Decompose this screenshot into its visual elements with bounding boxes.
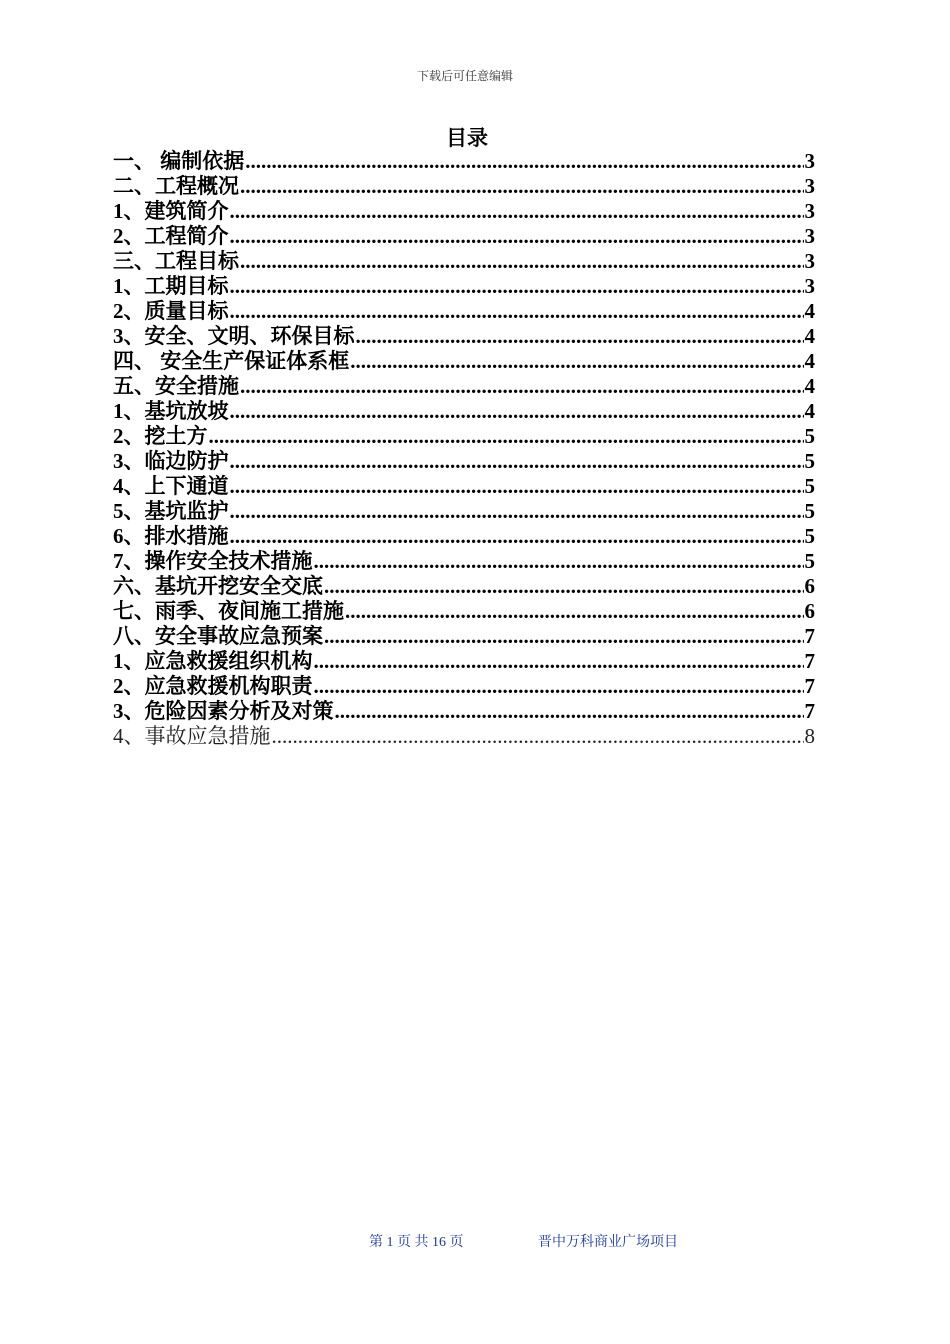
toc-entry[interactable] [113,624,815,649]
toc-dot-leader [240,374,804,399]
toc-entry-page-number: 8 [804,724,815,748]
toc-entry-label: 1、应急救援组织机构 [113,649,313,673]
toc-title: 目录 [446,126,488,150]
toc-entry-page-number: 4 [804,324,815,348]
toc-entry-page-number: 3 [804,249,815,273]
toc-entry[interactable] [113,324,815,349]
toc-dot-leader [230,274,804,299]
header-note: 下载后可任意编辑 [416,69,513,83]
toc-dot-leader [240,249,804,274]
toc-entry-label: 四、 安全生产保证体系框 [113,349,350,373]
toc-entry[interactable] [113,499,815,524]
toc-entry-page-number: 5 [804,524,815,548]
toc-entry[interactable] [113,299,815,324]
toc-entry-page-number: 7 [804,674,815,698]
toc-dot-leader [324,624,804,649]
toc-entry[interactable] [113,449,815,474]
toc-entry-page-number: 5 [804,449,815,473]
toc-entry[interactable] [113,549,815,574]
toc-entry-page-number: 4 [804,374,815,398]
table-of-contents [113,149,815,749]
toc-entry-label: 7、操作安全技术措施 [113,549,313,573]
toc-entry[interactable] [113,274,815,299]
toc-dot-leader [230,474,804,499]
toc-dot-leader [324,574,804,599]
toc-dot-leader [272,724,804,749]
toc-entry[interactable] [113,424,815,449]
toc-entry-page-number: 3 [804,149,815,173]
toc-dot-leader [314,649,804,674]
toc-entry-page-number: 3 [804,274,815,298]
toc-entry[interactable] [113,674,815,699]
toc-entry-page-number: 5 [804,424,815,448]
toc-dot-leader [209,424,804,449]
toc-entry-page-number: 7 [804,649,815,673]
toc-entry[interactable] [113,649,815,674]
toc-dot-leader [335,699,804,724]
toc-dot-leader [245,149,803,174]
toc-entry-label: 2、质量目标 [113,299,229,323]
toc-entry-page-number: 7 [804,699,815,723]
toc-entry-label: 2、工程简介 [113,224,229,248]
toc-entry-label: 4、上下通道 [113,474,229,498]
toc-entry[interactable] [113,199,815,224]
toc-entry-page-number: 4 [804,299,815,323]
toc-entry-page-number: 5 [804,549,815,573]
toc-entry-label: 六、基坑开挖安全交底 [113,574,323,598]
toc-entry[interactable] [113,224,815,249]
toc-dot-leader [356,324,804,349]
toc-entry[interactable] [113,174,815,199]
toc-entry-page-number: 3 [804,199,815,223]
toc-entry-label: 3、危险因素分析及对策 [113,699,334,723]
toc-entry[interactable] [113,474,815,499]
toc-entry[interactable] [113,149,815,174]
toc-dot-leader [230,499,804,524]
toc-dot-leader [230,524,804,549]
toc-dot-leader [350,349,803,374]
toc-entry-label: 3、临边防护 [113,449,229,473]
footer-page-info: 第 1 页 共 16 页 [369,1235,464,1250]
toc-dot-leader [314,674,804,699]
toc-entry-page-number: 5 [804,499,815,523]
toc-entry[interactable] [113,699,815,724]
footer-project-name: 晋中万科商业广场项目 [538,1235,678,1250]
toc-entry-label: 七、雨季、夜间施工措施 [113,599,344,623]
toc-entry-page-number: 6 [804,574,815,598]
toc-entry-label: 5、基坑监护 [113,499,229,523]
toc-entry-label: 4、事故应急措施 [113,724,271,748]
toc-dot-leader [345,599,804,624]
toc-entry[interactable] [113,374,815,399]
toc-entry[interactable] [113,599,815,624]
toc-entry-page-number: 3 [804,224,815,248]
toc-entry-label: 1、基坑放坡 [113,399,229,423]
toc-entry-label: 三、工程目标 [113,249,239,273]
toc-dot-leader [230,199,804,224]
toc-dot-leader [240,174,804,199]
toc-dot-leader [230,224,804,249]
toc-entry[interactable] [113,574,815,599]
toc-entry-label: 五、安全措施 [113,374,239,398]
toc-entry-page-number: 5 [804,474,815,498]
toc-entry[interactable] [113,399,815,424]
toc-entry-label: 二、工程概况 [113,174,239,198]
toc-entry-label: 2、挖土方 [113,424,208,448]
toc-entry-label: 1、建筑简介 [113,199,229,223]
toc-entry-page-number: 4 [804,399,815,423]
toc-entry-label: 6、排水措施 [113,524,229,548]
toc-dot-leader [230,299,804,324]
toc-dot-leader [230,449,804,474]
toc-entry-label: 3、安全、文明、环保目标 [113,324,355,348]
toc-dot-leader [230,399,804,424]
toc-dot-leader [314,549,804,574]
toc-entry-label: 八、安全事故应急预案 [113,624,323,648]
toc-entry-label: 1、工期目标 [113,274,229,298]
toc-entry-page-number: 3 [804,174,815,198]
toc-entry[interactable] [113,524,815,549]
toc-entry-page-number: 6 [804,599,815,623]
toc-entry[interactable] [113,249,815,274]
toc-entry-page-number: 4 [804,349,815,373]
toc-entry[interactable] [113,349,815,374]
toc-entry-label: 2、应急救援机构职责 [113,674,313,698]
toc-entry[interactable] [113,724,815,749]
toc-entry-label: 一、 编制依据 [113,149,245,173]
toc-entry-page-number: 7 [804,624,815,648]
